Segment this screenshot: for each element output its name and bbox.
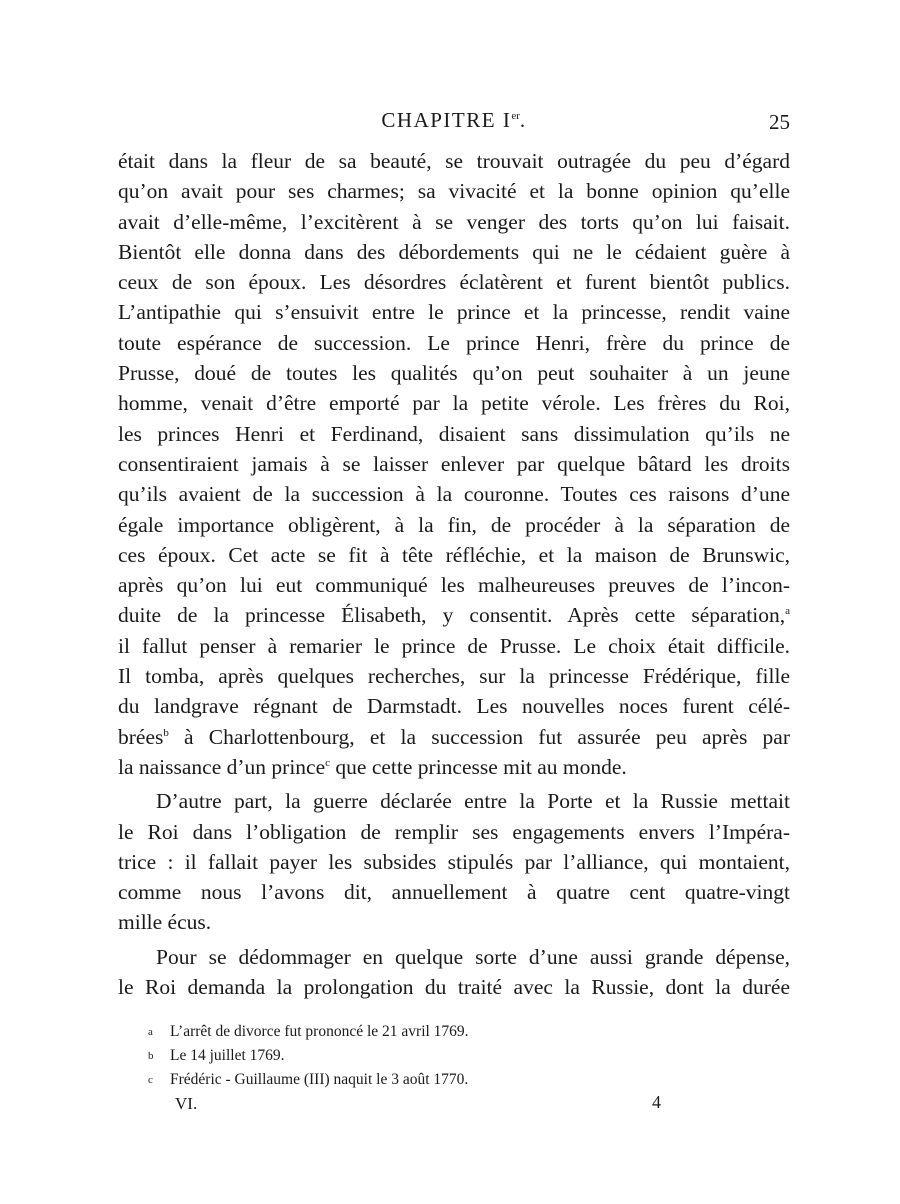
footnote <box>148 1044 748 1068</box>
text-line: homme, venait d’être emporté par la petite vérole. Les frères du Roi, <box>118 391 790 416</box>
text-line: Il tomba, après quelques recherches, sur la princesse Frédérique, fille <box>118 664 790 689</box>
running-head <box>118 108 790 138</box>
body-text <box>118 146 790 1002</box>
text-line: était dans la fleur de sa beauté, se trouvait outragée du peu d’égard <box>118 149 790 173</box>
text-line: du landgrave régnant de Darmstadt. Les nouvelles noces furent célé- <box>118 694 790 719</box>
chapter-title-superscript: er <box>511 110 520 122</box>
text-line: Bientôt elle donna dans des débordements qui ne le cédaient guère à <box>118 239 790 264</box>
text-line-with-note <box>118 600 790 630</box>
text-line-with-note <box>118 722 790 752</box>
text-line: les princes Henri et Ferdinand, disaient sans dissimulation qu’ils ne <box>118 421 790 446</box>
text-line: Prusse, doué de toutes les qualités qu’on peut souhaiter à un jeune <box>118 361 790 386</box>
footnote-mark: b <box>148 1050 154 1062</box>
text-line: ces époux. Cet acte se fit à tête réfléchie, et la maison de Brunswic, <box>118 542 790 567</box>
footnote <box>148 1068 748 1092</box>
text-line: il fallut penser à remarier le prince de Prusse. Le choix était difficile. <box>118 633 790 658</box>
text-line: qu’ils avaient de la succession à la couronne. Toutes ces raisons d’une <box>118 482 790 507</box>
text-segment: que cette princesse mit au monde. <box>335 754 627 779</box>
text-line: trice : il fallait payer les subsides stipulés par l’alliance, qui montaient, <box>118 849 790 874</box>
footnote-mark: a <box>148 1026 153 1038</box>
note-mark-a: a <box>785 605 790 618</box>
text-line: Pour se dédommager en quelque sorte d’une aussi grande dépense, <box>156 944 790 969</box>
text-line-with-note <box>118 752 790 782</box>
footnote-text: L’arrêt de divorce fut prononcé le 21 avril 1769. <box>170 1023 469 1040</box>
text-line: consentiraient jamais à se laisser enlever par quelque bâtard les droits <box>118 451 790 476</box>
footnote <box>148 1020 748 1044</box>
text-line: avait d’elle-même, l’excitèrent à se venger des torts qu’on lui faisait. <box>118 209 790 234</box>
chapter-title-period: . <box>519 108 527 132</box>
page-number: 25 <box>769 110 790 134</box>
note-mark-b: b <box>163 726 169 739</box>
text-line: égale importance obligèrent, à la fin, de procéder à la séparation de <box>118 512 790 537</box>
text-line: qu’on avait pour ses charmes; sa vivacité et la bonne opinion qu’elle <box>118 179 790 204</box>
text-line: ceux de son époux. Les désordres éclatèrent et furent bientôt publics. <box>118 270 790 295</box>
text-segment: à Charlottenbourg, et la succession fut assurée peu après par <box>184 724 790 749</box>
chapter-title <box>118 108 790 133</box>
text-line: toute espérance de succession. Le prince Henri, frère du prince de <box>118 330 790 355</box>
text-line: L’antipathie qui s’ensuivit entre le prince et la princesse, rendit vaine <box>118 300 790 325</box>
footnote-text: Le 14 juillet 1769. <box>170 1047 285 1064</box>
footnotes <box>148 1020 748 1092</box>
text-line: le Roi dans l’obligation de remplir ses engagements envers l’Impéra- <box>118 819 790 844</box>
text-segment: brées <box>118 724 164 749</box>
text-line: D’autre part, la guerre déclarée entre la Porte et la Russie mettait <box>156 789 790 814</box>
text-line: le Roi demanda la prolongation du traité avec la Russie, dont la durée <box>118 975 790 1000</box>
note-mark-c: c <box>325 756 331 769</box>
text-segment: la naissance d’un prince <box>118 754 326 779</box>
signature-mark: 4 <box>652 1092 661 1112</box>
text-segment: duite de la princesse Élisabeth, y consentit. Après cette séparation, <box>118 603 786 628</box>
text-line: mille écus. <box>118 910 212 935</box>
text-line: après qu’on lui eut communiqué les malheureuses preuves de l’incon- <box>118 573 790 598</box>
chapter-title-text: CHAPITRE I <box>381 108 512 132</box>
volume-mark: VI. <box>175 1094 198 1113</box>
footnote-text: Frédéric - Guillaume (III) naquit le 3 août 1770. <box>170 1071 469 1088</box>
footnote-mark: c <box>148 1074 153 1086</box>
text-line: comme nous l’avons dit, annuellement à quatre cent quatre-vingt <box>118 880 790 905</box>
